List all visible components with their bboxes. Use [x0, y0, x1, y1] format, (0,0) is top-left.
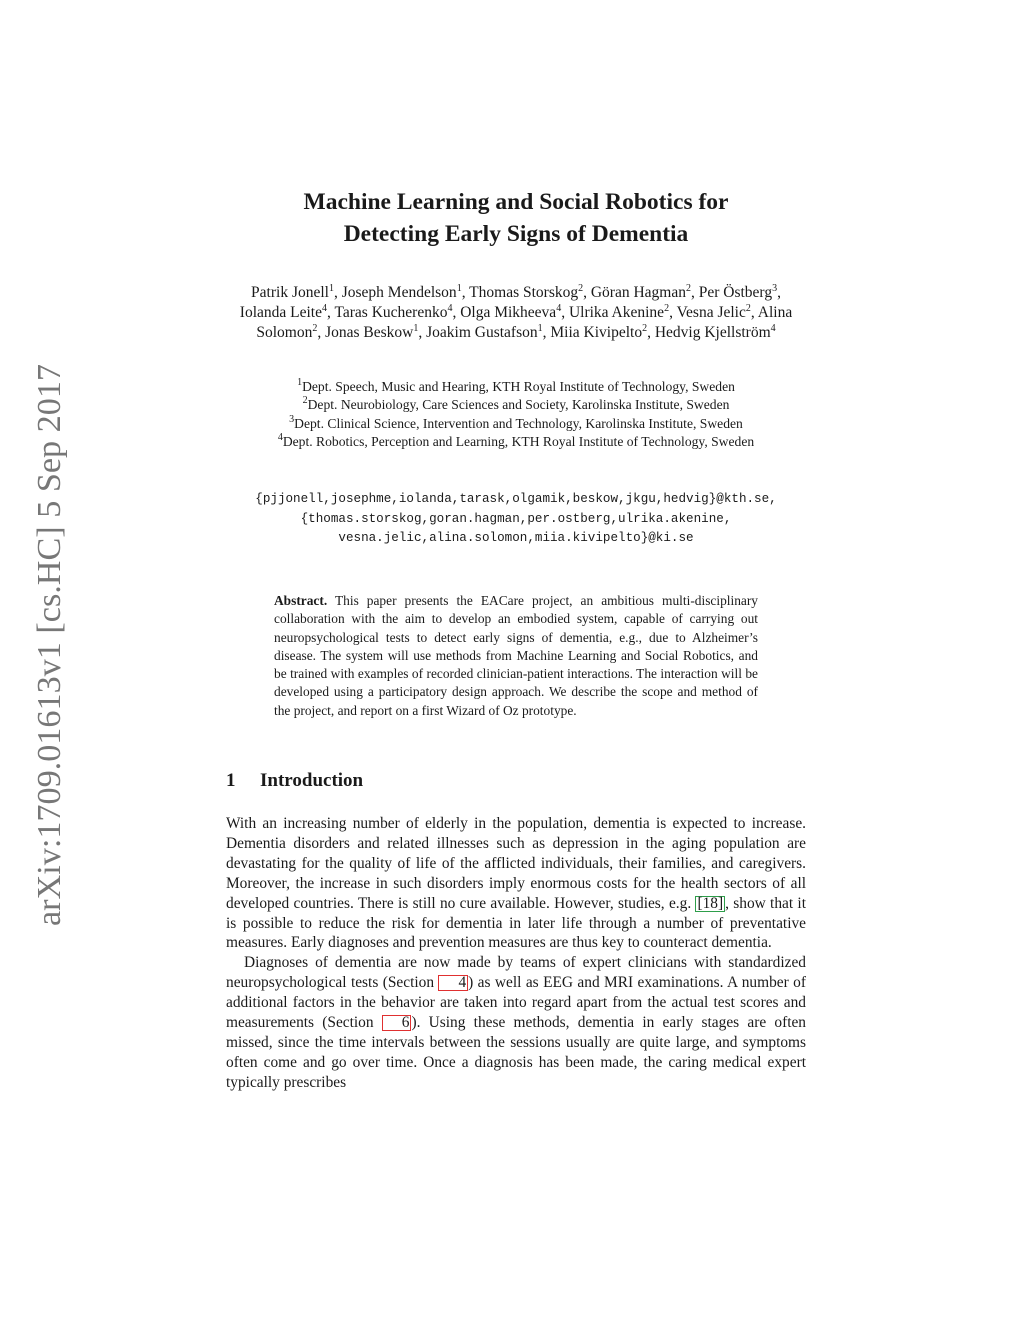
affiliation: $^1$Dept. Speech, Music and Hearing, KTH Royal Institute of Technology, Sweden	[297, 377, 735, 394]
paragraph: Diagnoses of dementia are now made by teams of expert clinicians with standardized neuropsychological tests (Section 4 ) as well as EEG and MRI examinations. A number of additional factors in the behavior are taken into regard apart from the actual test scores and measurements (Section 6 ). Using these methods, dementia in early stages are often missed, since the time intervals between the sessions usually are quite large, and symptoms often come and go over time. Once a diagnosis has been made, the caring medical expert typically prescribes	[226, 954, 806, 1091]
paper-title	[226, 186, 806, 250]
affiliation: $^2$Dept. Neurobiology, Care Sciences and Society, Karolinska Institute, Sweden	[302, 395, 730, 413]
author: Göran Hagman$^2$	[590, 283, 691, 301]
author: Jonas Beskow$^1$	[325, 323, 419, 341]
author: Thomas Storskog$^2$	[469, 283, 584, 301]
author: Joseph Mendelson$^1$	[341, 283, 462, 301]
email-line: {pjjonell,josephme,iolanda,tarask,olgamik,beskow,jkgu,hedvig}@kth.se,	[255, 492, 777, 506]
paragraph: With an increasing number of elderly in the population, dementia is expected to increase. Dementia disorders and related illnesses such as depression in the aging population are devastating for the quality of life of the afflicted individuals, their families, and caregivers. Moreover, the increase in such disorders imply enormous costs for the health sectors of all developed countries. There is still no cure available. However, studies, e.g. [18] , show that it is possible to reduce the risk for dementia in later life through a number of preventative measures. Early diagnoses and prevention measures are thus key to counteract dementia.	[226, 815, 806, 952]
section-number: 1	[226, 770, 236, 791]
email-list	[226, 490, 806, 549]
abstract-text: This paper presents the EACare project, an ambitious multi-disciplinary collaboration with the aim to develop an embodied system, capable of carrying out neuropsychological tests to detect early signs of dementia, e.g., due to Alzheimer’s disease. The system will use methods from Machine Learning and Social Robotics, and be trained with examples of recorded clinician-patient interactions. The interaction will be developed using a participatory design approach. We describe the scope and method of the project, and report on a first Wizard of Oz prototype.	[274, 593, 758, 718]
author: Miia Kivipelto$^2$	[550, 323, 648, 341]
author-list: Patrik Jonell$^1$, Joseph Mendelson$^1$, Thomas Storskog$^2$, Göran Hagman$^2$, Per Östberg$^3$, Iolanda Leite$^4$, Taras Kucherenko$^4$, Olga Mikheeva$^4$, Ulrika Akenine$^2$, Vesna Jelic$^2$, Alina Solomon$^2$, Jonas Beskow$^1$, Joakim Gustafson$^1$, Miia Kivipelto$^2$, Hedvig Kjellström$^4$	[239, 283, 793, 341]
affiliation: $^4$Dept. Robotics, Perception and Learning, KTH Royal Institute of Technology, Sweden	[277, 431, 755, 449]
author: Vesna Jelic$^2$	[676, 303, 751, 321]
section-heading	[226, 770, 806, 792]
abstract	[274, 592, 758, 720]
email-line: {thomas.storskog,goran.hagman,per.ostberg,ulrika.akenine,	[300, 511, 732, 526]
author: Olga Mikheeva$^4$	[460, 303, 562, 321]
title-line-1: Machine Learning and Social Robotics for	[303, 189, 729, 215]
author: Iolanda Leite$^4$	[239, 303, 327, 321]
title-line-2: Detecting Early Signs of Dementia	[343, 221, 689, 247]
author: Joakim Gustafson$^1$	[426, 323, 543, 341]
arxiv-identifier: arXiv:1709.01613v1 [cs.HC] 5 Sep 2017	[31, 366, 68, 926]
arxiv-stamp	[18, 360, 78, 930]
citation-link[interactable]: [18]	[697, 894, 724, 912]
affiliation: $^3$Dept. Clinical Science, Intervention and Technology, Karolinska Institute, Sweden	[289, 413, 743, 431]
affiliation-list	[226, 378, 806, 451]
email-line: vesna.jelic,alina.solomon,miia.kivipelto}@ki.se	[338, 531, 694, 545]
author: Ulrika Akenine$^2$	[568, 303, 670, 321]
section-title: Introduction	[260, 770, 364, 791]
body-text	[226, 814, 806, 1093]
abstract-label: Abstract.	[274, 593, 328, 608]
author: Patrik Jonell$^1$	[251, 283, 334, 301]
author: Taras Kucherenko$^4$	[334, 303, 453, 321]
author: Alina Solomon$^2$	[256, 304, 793, 341]
section-ref-link[interactable]: 4	[438, 975, 468, 991]
author: Per Östberg$^3$	[698, 283, 778, 301]
section-ref-link[interactable]: 6	[382, 1015, 412, 1031]
author: Hedvig Kjellström$^4$	[654, 323, 776, 341]
